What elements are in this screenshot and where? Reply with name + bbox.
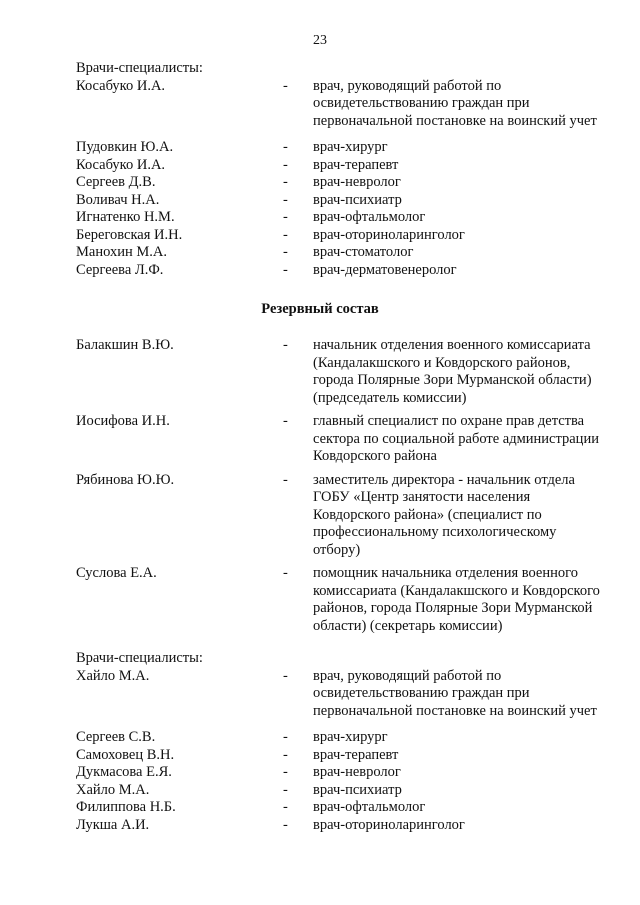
dash: - <box>283 565 288 581</box>
section-heading: Врачи-специалисты: <box>76 60 203 76</box>
member-role: врач-оториноларинголог <box>313 226 465 243</box>
member-name: Сергеев Д.В. <box>76 174 156 190</box>
member-name: Балакшин В.Ю. <box>76 337 174 353</box>
dash: - <box>283 799 288 815</box>
member-row <box>76 668 616 721</box>
main-doctors-section <box>76 60 616 279</box>
member-row <box>76 139 616 157</box>
member-role: врач-стоматолог <box>313 244 414 260</box>
member-row <box>76 78 616 131</box>
dash: - <box>283 226 288 243</box>
member-name: Лукша А.И. <box>76 816 150 833</box>
member-role: врач-невролог <box>313 764 401 780</box>
member-row <box>76 209 616 227</box>
dash: - <box>283 781 288 798</box>
member-name: Воливач Н.А. <box>76 191 160 208</box>
member-row <box>76 227 616 245</box>
member-role: врач-офтальмолог <box>313 799 426 815</box>
member-row <box>76 192 616 210</box>
member-row <box>76 262 616 280</box>
dash: - <box>283 77 288 94</box>
member-name: Филиппова Н.Б. <box>76 799 176 815</box>
member-row <box>76 782 616 800</box>
member-row <box>76 764 616 782</box>
member-name: Игнатенко Н.М. <box>76 209 175 225</box>
member-name: Дукмасова Е.Я. <box>76 764 172 780</box>
member-role: врач-психиатр <box>313 781 402 798</box>
member-row <box>76 729 616 747</box>
dash: - <box>283 471 288 488</box>
dash: - <box>283 244 288 260</box>
member-name: Манохин М.А. <box>76 244 167 260</box>
member-row <box>76 747 616 765</box>
dash: - <box>283 139 288 155</box>
member-role: врач, руководящий работой по освидетельствованию граждан при первоначальной постановке на воинский учет <box>313 77 597 129</box>
dash: - <box>283 413 288 429</box>
dash: - <box>283 156 288 173</box>
dash: - <box>283 261 288 278</box>
dash: - <box>283 729 288 745</box>
dash: - <box>283 746 288 763</box>
member-role: врач-хирург <box>313 729 388 745</box>
dash: - <box>283 667 288 684</box>
dash: - <box>283 209 288 225</box>
member-role: врач-психиатр <box>313 191 402 208</box>
member-role: помощник начальника отделения военного комиссариата (Кандалакшского и Ковдорского районов, города Полярные Зори Мурманской области) (секретарь комиссии) <box>313 565 600 634</box>
member-name: Хайло М.А. <box>76 781 150 798</box>
member-row <box>76 817 616 835</box>
dash: - <box>283 191 288 208</box>
member-name: Косабуко И.А. <box>76 156 166 173</box>
member-row <box>76 244 616 262</box>
dash: - <box>283 174 288 190</box>
member-row <box>76 472 616 560</box>
member-row <box>76 799 616 817</box>
member-name: Косабуко И.А. <box>76 77 166 94</box>
reserve-doctors-section <box>76 650 616 834</box>
member-role: врач-оториноларинголог <box>313 816 465 833</box>
member-row <box>76 565 616 635</box>
member-role: начальник отделения военного комиссариата (Кандалакшского и Ковдорского районов, города Полярные Зори Мурманской области) (председатель комиссии) <box>313 337 592 406</box>
member-row <box>76 174 616 192</box>
member-row <box>76 413 616 466</box>
dash: - <box>283 337 288 353</box>
member-row <box>76 337 616 407</box>
member-name: Суслова Е.А. <box>76 565 157 581</box>
member-role: врач-терапевт <box>313 156 399 173</box>
member-role: главный специалист по охране прав детства сектора по социальной работе администрации Ковдорского района <box>313 413 599 464</box>
dash: - <box>283 764 288 780</box>
member-name: Рябинова Ю.Ю. <box>76 471 175 488</box>
member-role: врач-невролог <box>313 174 401 190</box>
member-role: врач-терапевт <box>313 746 399 763</box>
member-role: врач-офтальмолог <box>313 209 426 225</box>
member-role: врач-хирург <box>313 139 388 155</box>
reserve-title: Резервный состав <box>261 301 379 317</box>
member-role: врач-дерматовенеролог <box>313 261 457 278</box>
dash: - <box>283 816 288 833</box>
member-name: Пудовкин Ю.А. <box>76 139 174 155</box>
member-name: Береговская И.Н. <box>76 226 183 243</box>
member-role: врач, руководящий работой по освидетельствованию граждан при первоначальной постановке на воинский учет <box>313 667 597 719</box>
member-name: Хайло М.А. <box>76 667 150 684</box>
member-name: Сергеев С.В. <box>76 729 156 745</box>
section-heading: Врачи-специалисты: <box>76 650 203 666</box>
member-row <box>76 157 616 175</box>
member-name: Иосифова И.Н. <box>76 413 170 429</box>
member-name: Самоховец В.Н. <box>76 746 175 763</box>
reserve-members-section <box>76 337 616 635</box>
member-name: Сергеева Л.Ф. <box>76 261 164 278</box>
member-role: заместитель директора - начальник отдела ГОБУ «Центр занятости населения Ковдорского района» (специалист по профессиональному психологическому отбору) <box>313 471 575 558</box>
page-number: 23 <box>313 33 327 48</box>
